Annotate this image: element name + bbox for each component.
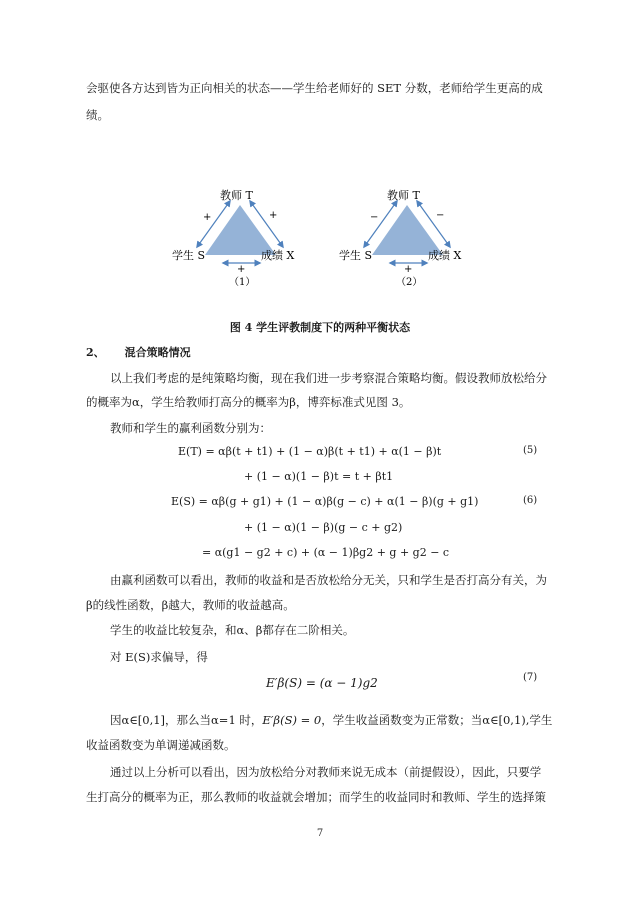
paragraph-6-text-b: ，学生收益函数变为正常数；当α∈[0,1),学生 [321,713,553,727]
paragraph-7-line-2: 生打高分的概率为正，那么教师的收益就会增加；而学生的收益同时和教师、学生的选择策 [86,790,546,804]
left-edge-right-sign: + [269,210,278,221]
equation-6-line-3: = α(g1 − g2 + c) + (α − 1)βg2 + g + g2 − c [202,546,450,559]
inline-equation: E′β(S) = 0 [262,713,322,727]
right-sub-label: （2） [396,277,423,288]
equation-7-number: (7) [523,672,538,683]
left-sub-label: （1） [229,277,256,288]
paragraph-5: 对 E(S)求偏导，得 [110,650,208,664]
paragraph-1-line-2: 的概率为α，学生给教师打高分的概率为β，博弈标准式见图 3。 [86,395,411,409]
right-grade-label: 成绩 X [428,249,462,262]
paragraph-6-line-1 [110,712,552,728]
paragraph-3-line-2: β的线性函数，β越大，教师的收益越高。 [86,598,295,612]
page-number: 7 [316,828,324,839]
paragraph-1-line-1: 以上我们考虑的是纯策略均衡，现在我们进一步考察混合策略均衡。假设教师放松给分 [110,371,547,385]
right-edge-bottom-sign: + [404,264,413,275]
top-paragraph-line-1: 会驱使各方达到皆为正向相关的状态——学生给老师好的 SET 分数，老师给学生更高的成 [86,81,543,95]
equation-6-number: (6) [523,495,538,506]
section-heading [86,344,191,360]
paragraph-7-line-1: 通过以上分析可以看出，因为放松给分对教师来说无成本（前提假设），因此，只要学 [110,765,542,779]
section-title: 混合策略情况 [124,346,191,359]
equation-6-line-1: E(S) = αβ(g + g1) + (1 − α)β(g − c) + α(1 − β)(g + g1) [171,495,479,508]
right-teacher-label: 教师 T [387,189,420,202]
equation-7: E′β(S) = (α − 1)g2 [266,676,378,690]
left-edge-left-sign: + [203,212,212,223]
left-student-label: 学生 S [172,249,206,262]
equilibrium-figure [0,185,640,295]
paragraph-6-line-2: 收益函数变为单调递减函数。 [86,738,236,752]
right-student-label: 学生 S [339,249,373,262]
right-edge-left-sign: − [370,212,379,223]
equation-5-line-1: E(T) = αβ(t + t1) + (1 − α)β(t + t1) + α(1 − β)t [178,445,442,458]
paragraph-3-line-1: 由赢利函数可以看出，教师的收益和是否放松给分无关，只和学生是否打高分有关，为 [110,573,547,587]
top-paragraph-line-2: 绩。 [86,108,109,122]
right-triangle [372,205,443,255]
left-edge-bottom-sign: + [237,264,246,275]
left-grade-label: 成绩 X [261,249,295,262]
section-number: 2、 [86,346,105,359]
figure-caption: 图 4 学生评教制度下的两种平衡状态 [229,321,411,334]
paragraph-2: 教师和学生的赢利函数分别为： [110,421,271,435]
paragraph-6-text-a: 因α∈[0,1]，那么当α=1 时， [110,713,263,727]
left-triangle [205,205,276,255]
figure-left-diagram [172,188,294,288]
figure-right-diagram [339,188,461,288]
equation-5-line-2: + (1 − α)(1 − β)t = t + βt1 [244,470,394,483]
paragraph-4: 学生的收益比较复杂，和α、β都存在二阶相关。 [110,623,355,637]
equation-6-line-2: + (1 − α)(1 − β)(g − c + g2) [244,521,403,534]
equation-5-number: (5) [523,445,538,456]
left-teacher-label: 教师 T [220,189,253,202]
right-edge-right-sign: − [436,210,445,221]
